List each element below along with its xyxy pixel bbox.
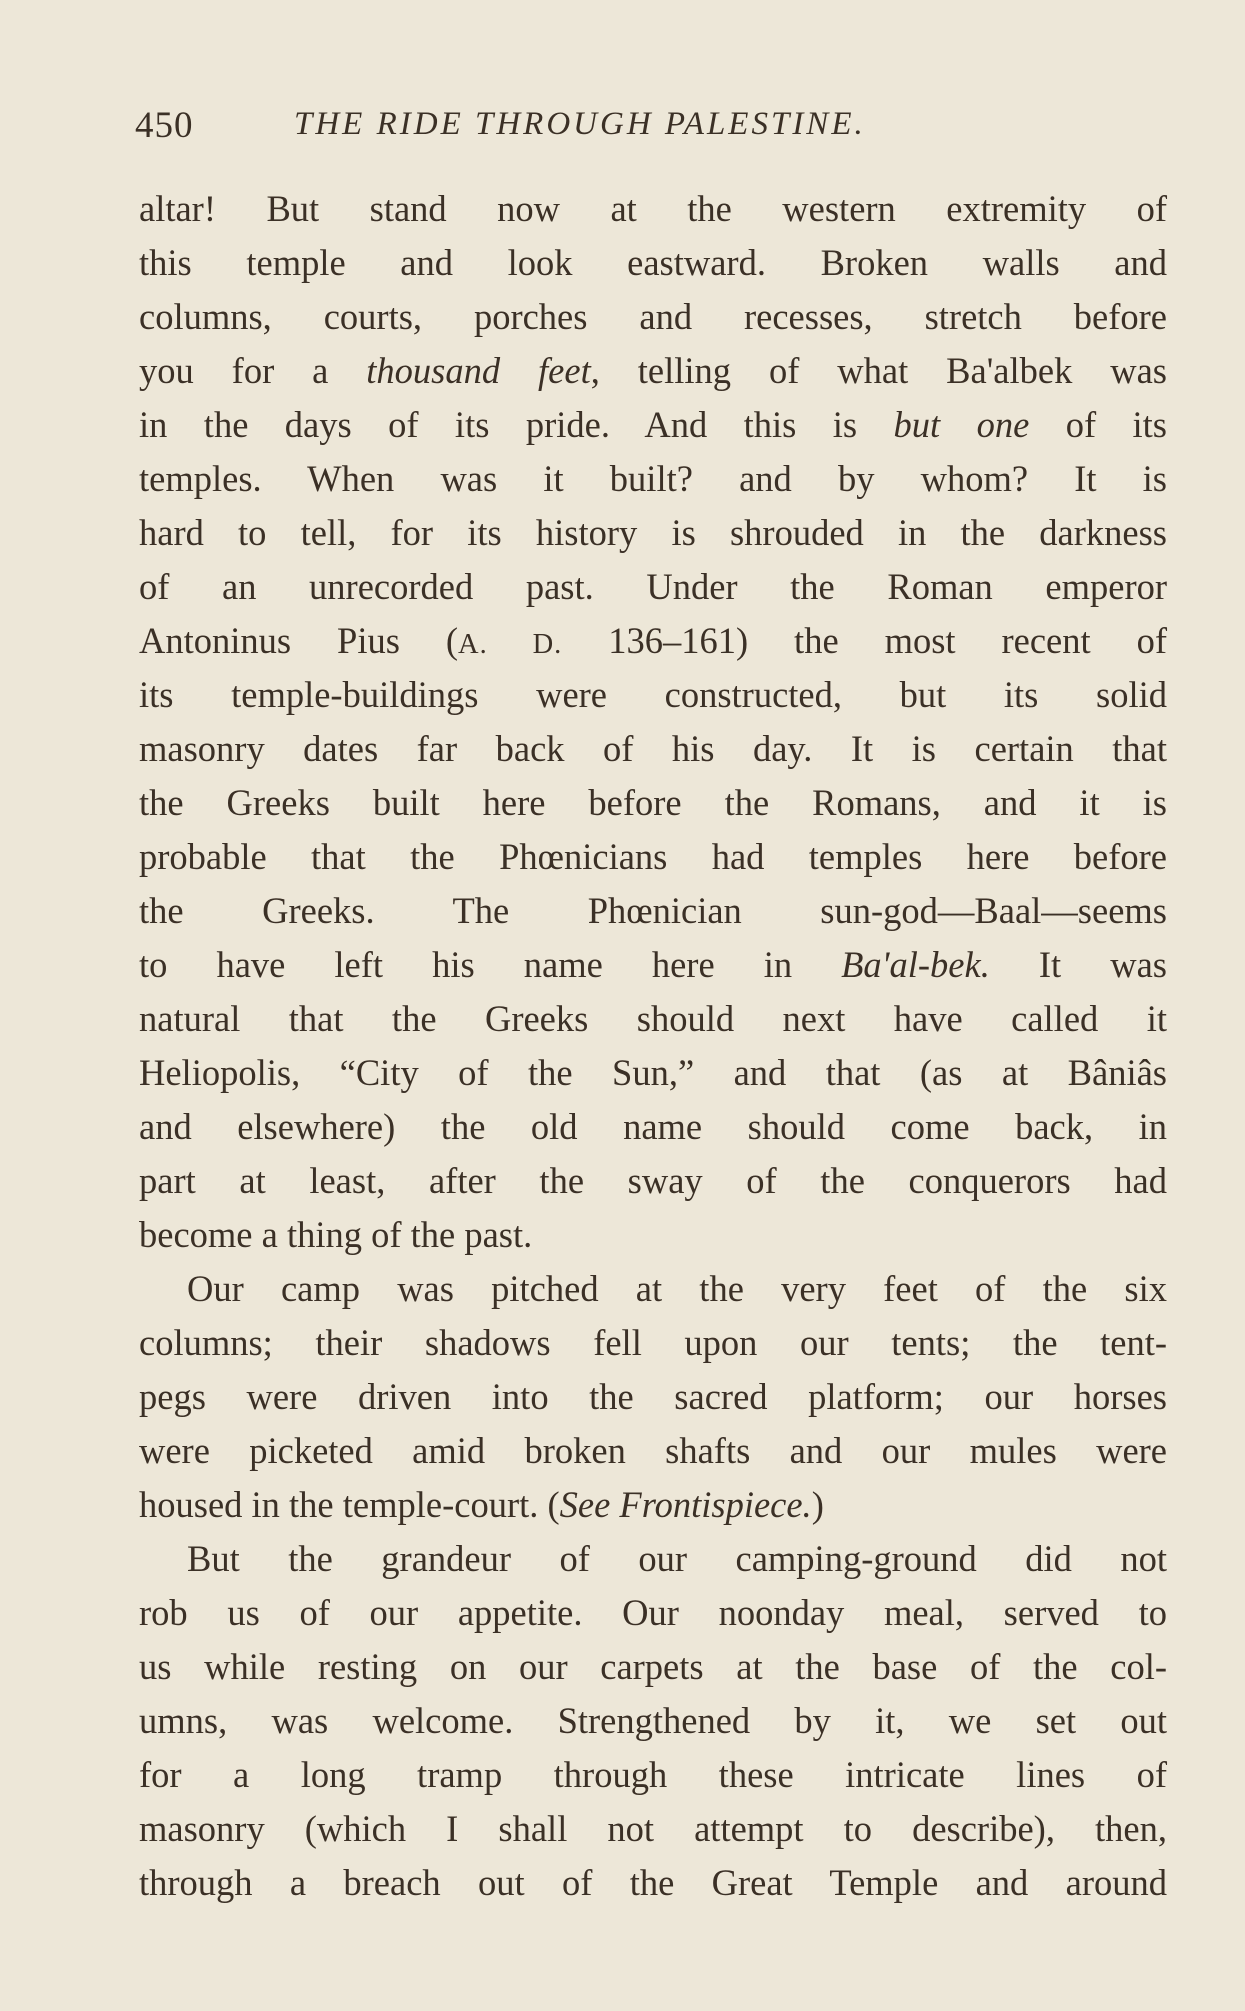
body-text (139, 182, 1167, 1910)
page-number: 450 (135, 105, 194, 146)
text-line: hard to tell, for its history is shrouded in the darkness (139, 512, 1167, 553)
text-line: in the days of its pride. And this is but one of its (139, 404, 1168, 445)
text-line: for a long tramp through these intricate lines of (139, 1754, 1167, 1795)
text-line: pegs were driven into the sacred platform; our horses (139, 1376, 1167, 1417)
text-line: But the grandeur of our camping-ground did not (187, 1538, 1167, 1579)
text-line: housed in the temple-court. (See Frontispiece.) (139, 1484, 824, 1525)
text-line: you for a thousand feet, telling of what Ba'albek was (139, 350, 1168, 391)
text-line: umns, was welcome. Strengthened by it, we set out (139, 1700, 1167, 1741)
text-line: become a thing of the past. (139, 1214, 533, 1255)
text-line: the Greeks built here before the Romans, and it is (139, 782, 1167, 823)
text-line: were picketed amid broken shafts and our mules were (139, 1430, 1167, 1471)
text-line: and elsewhere) the old name should come back, in (139, 1106, 1167, 1147)
text-line: columns, courts, porches and recesses, stretch before (139, 296, 1167, 337)
text-line: Heliopolis, “City of the Sun,” and that (as at Bâniâs (139, 1052, 1167, 1093)
text-line: natural that the Greeks should next have called it (139, 998, 1167, 1039)
text-line: part at least, after the sway of the conquerors had (139, 1160, 1167, 1201)
text-line: temples. When was it built? and by whom? It is (139, 458, 1167, 499)
text-line: Antoninus Pius (A. D. 136–161) the most recent of (139, 620, 1167, 661)
italic-phrase: but one (893, 404, 1030, 445)
text-line: Our camp was pitched at the very feet of the six (187, 1268, 1167, 1309)
text-line: probable that the Phœnicians had temples here before (139, 836, 1167, 877)
text-line: through a breach out of the Great Temple and around (139, 1862, 1167, 1903)
text-line: masonry dates far back of his day. It is certain that (139, 728, 1167, 769)
running-title: THE RIDE THROUGH PALESTINE. (294, 106, 866, 142)
italic-phrase: See Frontispiece. (559, 1484, 812, 1525)
text-line: altar! But stand now at the western extremity of (139, 188, 1167, 229)
text-line: this temple and look eastward. Broken walls and (139, 242, 1167, 283)
text-line: us while resting on our carpets at the base of the col- (139, 1646, 1167, 1687)
text-line: rob us of our appetite. Our noonday meal, served to (139, 1592, 1167, 1633)
text-line: of an unrecorded past. Under the Roman emperor (139, 566, 1167, 607)
text-line: masonry (which I shall not attempt to describe), then, (139, 1808, 1167, 1849)
italic-phrase: Ba'al-bek. (841, 944, 990, 985)
text-line: columns; their shadows fell upon our tents; the tent- (139, 1322, 1167, 1363)
italic-phrase: thousand feet (366, 350, 591, 391)
text-line: the Greeks. The Phœnician sun-god—Baal—seems (139, 890, 1167, 931)
text-line: its temple-buildings were constructed, but its solid (139, 674, 1167, 715)
text-line: to have left his name here in Ba'al-bek. It was (139, 944, 1167, 985)
era-abbreviation: A. D. (458, 629, 563, 660)
